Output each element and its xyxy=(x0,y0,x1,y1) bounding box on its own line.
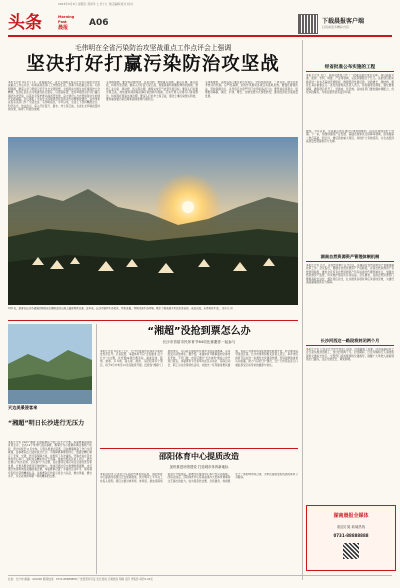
right-rule-1 xyxy=(306,71,394,72)
photo-credit: 通讯员 摄 xyxy=(221,307,233,310)
footer-rule xyxy=(8,575,392,576)
mid-body-2: 本报邵阳讯 记者近日从邵阳市体育局获悉，邵阳体育中心提质改造项目正在加紧推进，预计明年上半年完工并投入使用。项目主要对体育场、体育馆、游泳馆等场馆进行升级改造，新增全民健身中心和户外运动场地。改造完成后，邵阳体育中心将具备承办大型体育赛事和文艺演出的能力，成为集竞技比赛、全民健身、休闲娱乐于一体的城市综合体，为市民提供更加优质的体育公共服务。 xyxy=(100,473,298,483)
right-rule-2 xyxy=(306,261,394,262)
right-headline-3: 长沙河西这一路段将封闭两个月 xyxy=(320,338,380,343)
right-headline-2: 湖南自然资源资产管理体制机制 xyxy=(320,254,380,259)
main-body-col3: 毛伟明要求，各级各部门要压紧压实责任，坚持党政同责、一岗双责，健全完善考核评价机制，以严的基调、实的作风推动各项任务落地见效。要强化督察执法，坚持铁腕治污，以零容忍态度严厉打击环境违法行为。要坚持系统观念，统筹推进降碳、减污、扩绿、增长，加快发展方式绿色转型，推动经济社会高质量发展。 xyxy=(205,81,298,98)
right-rule-3 xyxy=(306,345,394,346)
right-headline-1: 经省批准公布实施的工程 xyxy=(324,65,376,70)
right-body-1: 本报长沙讯 近日，省政府批准公布了一批重点建设项目名单。项目涵盖交通、能源、水利、城建、产业等领域，总投资额超过千亿元。这批项目的实施将进一步补齐基础设施短板，增强经济发展后劲，对稳增长、调结构、惠民生具有重要意义。省发改委相关负责人表示，将加强项目调度，强化要素保障，确保项目早开工、早建成、早见效。各地各部门要加强协调配合，优化审批服务，为项目建设营造良好环境。 xyxy=(306,74,394,95)
scenery-photo xyxy=(8,324,92,404)
mid-body: 本报长沙讯 9月2日上午，长沙市首届市民体育节新闻发布会召开。记者获悉，本届体育节以“全民健身 活力长沙”为主题，共设置64项比赛活动，涵盖足球、篮球、排球、乒乓球、羽毛球、游泳、马拉松等多个项目，将于9月中旬至12月底陆续开展。没抢到“湘超”门票的市民，可以报名参加市民体育节的各项赛事，亲身感受运动的快乐。据介绍，本届体育节赛事面向全体市民开放，不设门槛，市民可通过“长沙体育”微信公众号进行报名。本届体育节还将举办社区运动会、家庭运动会、职工运动会等特色活动，并推出一系列健身惠民措施，包括公共体育场馆免费或低收费开放、科学健身指导进社区等。长沙市体育局相关负责人表示，举办市民体育节旨在进一步激发全民健身热情，营造浓厚的体育运动氛围，助力“运动长沙”建设，让广大市民在家门口就能享受运动带来的健康与快乐。 xyxy=(100,350,298,367)
right-body-1b: 据悉，今年以来，全省重点项目建设总体进展顺利，投资完成情况好于预期。下一步，将继续围绕产业发展、基础设施和民生保障等领域，谋划储备一批打基础、利长远、增后劲的重大项目，持续扩大有效投资，为全省经济高质量发展提供有力支撑。 xyxy=(306,130,394,144)
ad-phone: 0731-88888888 xyxy=(333,533,369,538)
left-headline: “湘超”明日长沙进行无压力 xyxy=(8,420,85,427)
paper-name-cn: 晨报 xyxy=(58,25,69,31)
right-body-2: 本报长沙讯 近日，省自然资源厅召开会议，部署深化自然资源资产管理体制改革工作。会议指出，要健全自然资源资产产权制度，完善自然资源资产有偿使用制度，推进全民所有自然资源资产所有权委托代理机制试点，加强自然资源资产监管，切实维护国家所有者权益。会议要求，各级自然资源部门要提高政治站位，强化责任担当，扎实推进各项改革任务落地见效，为建设美丽湖南提供有力保障。 xyxy=(306,264,394,285)
main-body-col2: 毛伟明强调，要坚持问题导向、目标导向，聚焦重点领域、重点区域、重点时段，持续攻坚突破。要深入打好蓝天保卫战，加强臭氧和细颗粒物协同控制，狠抓工业污染、移动源、扬尘等治理，确保完成空气质量年度目标；要深入打好碧水保卫战，加快推进洞庭湖总磷污染控制与削减，扎实开展入河排污口排查整治，持续抓好黑臭水体治理；要深入打好净土保卫战，强化土壤污染源头防控，推进重金属污染治理和固体废物污染防治。 xyxy=(106,81,198,102)
main-photo-caption xyxy=(8,307,298,317)
ad-title: 湖南晨报全媒体 xyxy=(333,513,369,519)
ad-qr-code xyxy=(343,543,359,559)
qr-code xyxy=(298,14,318,34)
main-body-col1: 本报长沙讯 9月1日下午，省委副书记、省长毛伟明主持召开全省污染防治攻坚战重点工作点评会，听取各地各部门工作情况汇报，部署下阶段重点任务。毛伟明强调，要深入学习贯彻习近平生态文明思想，全面落实全国生态环境保护大会精神，坚决扛起生态文明建设政治责任，以更高标准、更实举措坚决打好打赢污染防治攻坚战，以高水平保护推动高质量发展，奋力建设人与自然和谐共生的现代化新湖南。会议通报了全省生态环境质量状况和突出问题整改情况，各市州和省直有关部门作了交流发言。毛伟明指出，今年以来，全省上下坚持精准治污、科学治污、依法治污，深入打好蓝天、碧水、净土保卫战，全省生态环境质量持续改善，取得了阶段性成效。 xyxy=(8,81,100,112)
page-number: A06 xyxy=(89,18,109,28)
right-ad-box xyxy=(306,505,396,571)
mid-subhead: 长沙市首届市民体育节64项比赛邀你一起参与 xyxy=(162,340,236,344)
right-column-divider xyxy=(302,40,303,580)
left-photo xyxy=(8,324,92,404)
main-kicker: 毛伟明在全省污染防治攻坚战重点工作点评会上强调 xyxy=(74,44,232,52)
main-photo xyxy=(8,137,298,305)
masthead-rule xyxy=(8,35,392,37)
paper-logo xyxy=(58,15,82,29)
ad-line: 欢迎订阅 新闻热线 xyxy=(336,525,366,529)
photo-caption-text: 9月1日，游客在长沙市望城区铜官窑古镇附近的山坡上露营观赏日落。近年来，长沙市坚持生态优先、绿色发展，持续改善生态环境，吸引了越来越多市民走进自然、亲近自然，乐享美好生活。 xyxy=(8,307,222,310)
left-divider xyxy=(96,324,97,574)
main-headline: 坚决打好打赢污染防治攻坚战 xyxy=(26,54,280,75)
footer-info: 社址：长沙市 邮编：410000 新闻热线：0731-88888888 广告经营许可证 发行热线 订阅热线 印刷 定价 零售价 每份1.00元 xyxy=(8,578,153,581)
sunset-camping-photo xyxy=(8,137,298,305)
paper-name: Morning Post xyxy=(58,15,75,24)
lower-rule xyxy=(8,320,298,321)
app-download-sub: 扫码看更多精彩内容 xyxy=(322,25,350,29)
date-strip: 2023年9月3日 星期日 癸卯年 七月十九 责任编辑 版式 校对 xyxy=(58,2,133,6)
app-download-label: 下载晨报客户端 xyxy=(322,18,365,25)
left-photo-caption: 天边美景浸客来 xyxy=(8,405,38,410)
mid-subhead-2: 加快推进场馆建设 打造城市体育新地标 xyxy=(169,465,229,469)
section-title: 头条 xyxy=(8,13,42,33)
mid-headline: “湘超”没抢到票怎么办 xyxy=(147,326,251,337)
left-body: 本报长沙讯 2023“湘超”足球联赛将于明日在长沙开赛。本届赛事由省体育局主办，全省14个市州代表队参赛，赛事分为小组赛和淘汰赛两个阶段，预计持续至11月中旬。记者从组委会获悉，目前赛事筹备工作已全部就绪，各参赛队伍已陆续抵达长沙。为保障赛事顺利进行，组委会精心制定了安保、交通、医疗等保障方案，并组织了多次演练。开幕式将在贺龙体育中心举行，届时将有精彩的文艺表演。组委会相关负责人表示，此次比赛以“快乐足球、全民参与”为主题，旨在推动足球运动在全省的普及和发展，让更多群众感受足球的魅力。球迷可通过官方渠道购票观赛，也可通过电视和网络直播收看比赛。本届赛事设置了丰富的互动环节，现场观众有机会获得精美礼品。各参赛队伍均表示将全力以赴，赛出风格、赛出水平，为全省球迷奉献一场场精彩的比赛。 xyxy=(8,441,92,479)
mid-rule xyxy=(100,448,298,449)
mid-headline-2: 邵阳体育中心提质改造 xyxy=(159,452,239,461)
right-body-3: 本报长沙讯 记者从长沙市交警部门获悉，因道路施工需要，河西某路段将于近日起实施封闭施工，预计封闭两个月。封闭期间，过往车辆和行人请按照现场交通标志绕行。交警部门将加强现场交通疏导，提醒广大驾驶人提前规划出行路线，注意交通安全，避免拥堵。 xyxy=(306,348,394,362)
